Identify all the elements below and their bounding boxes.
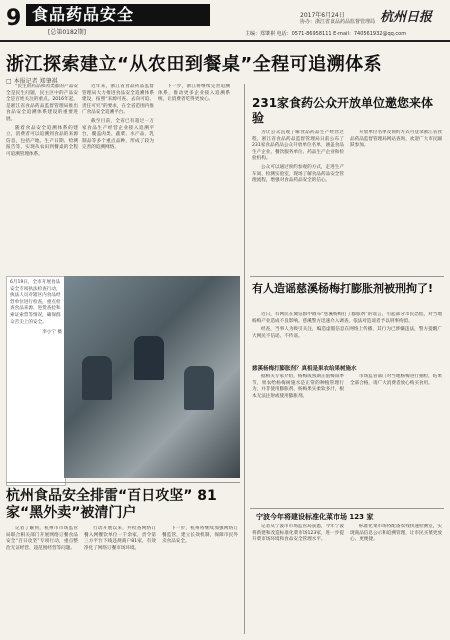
paragraph: 记者从宁波市市场监管局获悉，今年宁波将新建和改造标准化菜市场123家，进一步提升菜市场环境和食品安全管理水平。 (252, 524, 344, 543)
lead-article-col-3 (158, 84, 230, 274)
paragraph: 标准化菜市场将配备农残快速检测室，实现商品信息公示和追溯管理，让市民买菜更放心、更便捷。 (350, 524, 442, 543)
section-divider (250, 276, 444, 277)
article-yangmei-title: 有人造谣慈溪杨梅打膨胀剂被刑拘了! (252, 282, 434, 295)
photo-caption (6, 276, 66, 486)
page-number: 9 (6, 6, 22, 31)
section-divider (250, 508, 444, 509)
section-code: [总第0182期] (48, 29, 86, 36)
section-title: 食品药品安全 (26, 4, 210, 26)
paragraph: 公众可以通过预约参观的方式，走进生产车间、检测实验室，现场了解食品药品安全管理流程，增强对食品药品安全的信心。 (252, 164, 344, 184)
lead-article-title: 浙江探索建立“从农田到餐桌”全程可追溯体系 (6, 54, 383, 75)
paragraph: “民生的药品和肉类都的产品安全是民生问题，民主区中的产品安全是百姓关注的重点。2016年起，是浙江省食品药品监督管理局推出食品安全追溯体系建设的重要进展。 (6, 84, 78, 122)
photo-figure (184, 366, 214, 410)
paragraph: 截至目前，全省已有超过一万家食品生产经营企业接入追溯平台，覆盖肉类、蔬菜、水产品、乳制品等多个重点品种，形成了较为完善的追溯网络。 (82, 118, 154, 151)
article-231-col-1 (252, 130, 344, 270)
article-ningbo-title: 宁波今年将建设标准化菜市场 123 家 (256, 513, 374, 521)
article-ningbo-col-1 (252, 524, 344, 634)
lead-article-byline: □ 本报记者 郑肇祺 (6, 78, 58, 85)
article-yangmei-body (252, 312, 442, 362)
issue-date: 2017年6月24日 (300, 12, 345, 19)
rumor-subheading: 慈溪杨梅打膨胀剂？真相是果农给果树施水 (252, 366, 357, 372)
lead-article-col-1 (6, 84, 78, 274)
co-organizer: 协办：浙江省食品药品监督管理局 (300, 19, 376, 25)
article-yangmei-col-2 (350, 374, 442, 504)
article-hangzhou-title: 杭州食品安全排雷“百日攻坚” 81家“黑外卖”被清门户 (6, 488, 217, 521)
article-hangzhou-col-3 (162, 526, 238, 634)
paragraph: 下一步，浙江将继续完善追溯体系，推动更多企业接入追溯系统，让消费者吃得更放心。 (158, 84, 230, 103)
paragraph: 经查，当事人为吸引关注，编造虚假信息在网络上传播，其行为已涉嫌违法，警方提醒广大网民不信谣、不传谣。 (252, 327, 442, 339)
article-231-col-2 (350, 130, 442, 270)
paragraph: 行动开展以来，共检查网络订餐入网餐饮单位一千余家，责令第三方平台下线违规商户81家，有效净化了网络订餐市场环境。 (84, 526, 156, 551)
column-divider (244, 84, 245, 634)
paragraph: 为让公众直观了解食品药品生产经营过程，浙江省食品药品监督管理局日前公布了231家食品药品公众开放单位名单，涵盖食品生产企业、餐饮服务单位、药品生产企业和检验机构。 (252, 130, 344, 162)
article-hangzhou-col-2 (84, 526, 156, 634)
news-photo (64, 276, 240, 478)
photo-credit: 李小宁 摄 (42, 330, 62, 336)
section-divider (6, 482, 240, 483)
masthead (0, 0, 450, 44)
article-hangzhou-col-1 (6, 526, 78, 634)
newspaper-logo: 杭州日报 (380, 10, 433, 25)
article-231-title: 231家食药公众开放单位邀您来体验 (252, 96, 434, 125)
paragraph: 随着食品安全追溯体系的建立，消费者可以追溯到食品的来源信息，包括产地、生产日期、检测报告等，实现从农田到餐桌的全程可追溯管理体系。 (6, 125, 78, 157)
photo-figure (82, 356, 112, 400)
paragraph: 记者了解到，杭州市市场监管局联合相关部门开展网络订餐食品安全“百日攻坚”专项行动，重点整治无证经营、超范围经营等问题。 (6, 526, 78, 551)
paragraph: 近日，有网民在微信群中散布“慈溪杨梅打了膨胀剂”的谣言，引起部分市民恐慌，对当地杨梅产业造成不良影响。慈溪警方迅速介入调查，依法对造谣者予以刑事拘留。 (252, 312, 442, 324)
paragraph: 据相关专家介绍，杨梅成熟期正值梅雨季节，果农给杨梅树施水是正常的种植管理行为，并非使用膨胀剂。杨梅果实柔软多汁，根本无法注射或使用膨胀剂。 (252, 374, 344, 399)
editor-info: 主编：郑肇祺 电话：0571-86958111 E-mail：740561932@qq.com (245, 31, 407, 37)
paragraph: 下一步，杭州将继续加强网络订餐监管，建立长效机制，保障市民外卖食品安全。 (162, 526, 238, 545)
photo-caption-text: 6月19日，全市开展食品安全专项执法检查行动，执法人员对辖区内食品经营单位进行检查，重点检查食品来源、进货查验和索证索票等情况，确保群众舌尖上的安全。 (10, 280, 61, 325)
article-yangmei-col-1 (252, 374, 344, 504)
paragraph: 近年来，浙江省食品药品监督管理局大力推进食品安全追溯体系建设，按照“来源可查、去向可追、责任可究”的要求，在全省范围内推广食品安全追溯平台。 (82, 84, 154, 116)
paragraph: 开放单位名单及预约方式可登录浙江省食品药品监督管理局网站查询，欢迎广大市民踊跃参加。 (350, 130, 442, 149)
paragraph: 市场监管部门对当地杨梅进行抽检，结果全部合格，请广大消费者放心购买食用。 (350, 374, 442, 386)
article-ningbo-col-2 (350, 524, 442, 634)
lead-article-col-2 (82, 84, 154, 274)
header-rule (0, 40, 450, 42)
photo-figure (134, 336, 164, 380)
